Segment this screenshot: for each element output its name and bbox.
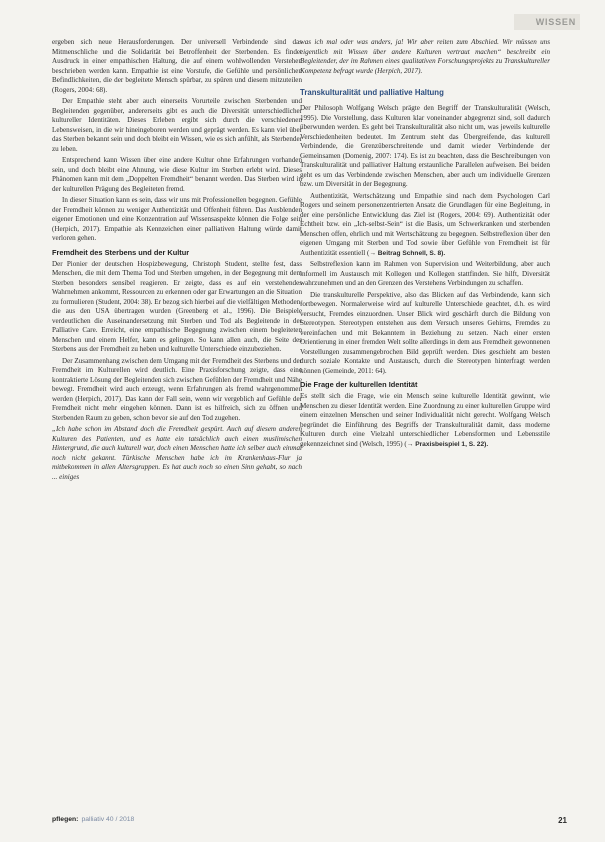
- interview-quote: „Ich habe schon im Abstand doch die Fremdheit gespürt. Auch auf diesem anderen Kulturen des Patienten, und es hatte ein tatsächlich auch einen muslimischen Hintergrund, die auch kulturell war, doch einen Menschen hatte ich selber auch einmal noch nicht gekannt. Türkische Menschen habe ich im Krankenhaus-Flur ja mitbekommen in allen Altersgruppen. Es hat auch noch so einen Sinn gehabt, so nach ... einiges: [52, 425, 302, 481]
- paragraph: Der Zusammenhang zwischen dem Umgang mit der Fremdheit des Sterbens und der Fremdheit im Kulturellen wird deutlich. Eine Praxisforschung zeigte, dass eine kontraktierte Lösung der Begleitenden sich zwischen Gefühlen der Fremdheit und Nähe bewegt. Fremdheit wird auch erzeugt, wenn Erfahrungen als fremd wahrgenommen werden (Herpich, 2017). Das kann der Fall sein, wenn wir vergeblich auf Gefühle der Fremdheit nicht mehr eingehen können. Dann ist es hilfreich, sich zu öffnen und Sterbenden Raum zu geben, schon bevor sie auf den Tod zugehen.: [52, 356, 302, 422]
- paragraph: Der Philosoph Wolfgang Welsch prägte den Begriff der Transkulturalität (Welsch, 1995). Die Vorstellung, dass Kulturen klar voneinander abgegrenzt sind, soll dadurch überwunden werden. Es geht bei Transkulturalität also nicht um, was jeweils kulturelle Verschiedenheiten bedeutet. Im Zentrum steht das Übergreifende, das kulturell Verbindende, die Grenzüberschreitende und damit wieder Verbindende der Gemeinsamen (Domenig, 2007: 174). Es ist zu beachten, dass die Beschreibungen von Transkulturalität und palliativer Haltung erstaunliche Parallelen aufweisen. Bei beiden geht es um das Verbindende zwischen Menschen, aber auch um individuelle Grenzen bzw. um Diversität in der Begegnung.: [300, 104, 550, 188]
- subheading: Die Frage der kulturellen Identität: [300, 380, 418, 389]
- subheading: Fremdheit des Sterbens und der Kultur: [52, 247, 190, 257]
- page-footer: [52, 816, 575, 828]
- paragraph: [300, 392, 550, 449]
- paragraph-text: Authentizität, Wertschätzung und Empathie sind nach dem Psychologen Carl Rogers und seinem personenzentrierten Ansatz die Grundlagen für eine Begleitung, in der eine persönliche Entwicklung das Ziel ist (Rogers, 2004: 69). Authentizität oder Echtheit bzw. ein „Ich-selbst-Sein“ ist die Basis, um Schwerkranken und sterbenden Menschen offen, ehrlich und mit Wertschätzung zu begegnen. Selbstreflexion über den eigenen Umgang mit Sterben und Tod sowie über Gefühle von Fremdheit ist für Authentizität essentiell (: [300, 191, 550, 257]
- journal-name: [52, 816, 134, 823]
- cross-reference-link[interactable]: → Beitrag Schnell, S. 8).: [369, 249, 446, 257]
- journal-brand: pflegen:: [52, 816, 79, 823]
- paragraph: ergeben sich neue Herausforderungen. Der universell Verbindende sind das Mitmenschliche und die Solidarität bei Betroffenheit der Sterbenden. Es findet Ausdruck in einer empathischen Haltung, die auf einem wohlwollenden Verstehen beschrieben werden kann. Empathie ist eine Vorstufe, die Gefühle und persönlichen Befindlichkeiten, die der begleitete Mensch spürbar, zu spüren und diesem mitzuteilen (Rogers, 2004: 68).: [52, 38, 302, 94]
- interview-quote: was ich mal oder was anders, ja! Wir aber reiten zum Abschied. Wir müssen uns eigentlich mit Wissen über andere Kulturen vertraut machen“ beschreibt ein Begleitender, der im Rahmen eines qualitativen Forschungsprojekts zu Transkultureller Kompetenz befragt wurde (Herpich, 2017).: [300, 38, 550, 75]
- paragraph: Der Empathie steht aber auch einerseits Vorurteile zwischen Sterbenden und Begleitenden gegenüber, andererseits gibt es auch die Diversität unterschiedlicher kultureller Identitäten. Dieses Erleben ergibt sich durch die verschiedenen Lebensweisen, in die wir hineingeboren werden und geprägt werden. Es kann viel über das Sterben bekannt sein und doch bleibt ein Wissen, wie es sich anfühlt, als Sterbender zu leben.: [52, 97, 302, 153]
- paragraph: In dieser Situation kann es sein, dass wir uns mit Professionellen begegnen. Gefühle der Fremdheit können zu weniger Authentizität und Offenheit führen. Das Ausblenden eigener Emotionen und eine Konzentration auf Wissensaspekte können die Folge sein (Herpich, 2017). Empathie als Kennzeichen einer palliativen Haltung würde damit verloren gehen.: [52, 196, 302, 242]
- paragraph: Entsprechend kann Wissen über eine andere Kultur ohne Erfahrungen vorhanden sein, und doch bleibt eine Ahnung, wie diese Kultur im Sterben erlebt wird. Dieses Phänomen kann mit dem „Doppelten Fremdheit“ benannt werden. Das Sterben wird in der kulturellen Prägung des Begleiteten fremd.: [52, 156, 302, 193]
- paragraph: Der Pionier der deutschen Hospizbewegung, Christoph Student, stellte fest, dass Menschen, die mit dem Thema Tod und Sterben umgehen, in der Begegnung mit dem Sterben besonders sensibel reagieren. Er zeigte, dass es auf ein verstehendes Wahrnehmen ankommt, Ressourcen zu erkennen oder gar Erwartungen an die Situation zu formulieren (Student, 2004: 38). Er bezog sich hierbei auf die vielfältigen Methoden, die aus den USA übertragen wurden (Greenberg et al., 1996). Die Beispiele verdeutlichen die Auseinandersetzung mit Sterben und Tod als Begleitende in der Palliative Care. Erreicht, eine empathische Begegnung zwischen einem begleiteten Menschen und einem Helfer, kann es gelingen. So kann allen auch, die Seite des Sterbens aus der Fremdheit zu heben und kulturelle Unterschiede einzubeziehen.: [52, 259, 302, 353]
- left-column: [52, 38, 302, 484]
- section-heading: Transkulturalität und palliative Haltung: [300, 88, 444, 97]
- paragraph: [300, 192, 550, 259]
- paragraph: Die transkulturelle Perspektive, also das Blicken auf das Verbindende, kann sich fortbewegen. Normalerweise wird auf kulturelle Unterschiede geachtet, d.h. es wird versucht, Fremdes einzuordnen. Unser Blick wird geschärft durch die Bildung von Stereotypen. Stereotypen entstehen aus dem Versuch unseres Gehirns, Fremdes zu vereinfachen und mit Bekanntem in Beziehung zu setzen. Nach einer ersten Orientierung in einer fremden Welt sollte allerdings in dem aus Fremdheit gewonnenen Vorstellungen zusammengebrochen Bild geprüft werden. Dies geschieht am besten durch soziale Kontakte und Austausch, durch die Stereotypen hinterfragt werden können (Gemeinde, 2011: 64).: [300, 290, 550, 375]
- section-tag: WISSEN: [514, 14, 580, 30]
- journal-issue: palliativ 40 / 2018: [81, 816, 135, 823]
- right-column: [300, 38, 550, 451]
- page-number: 21: [558, 816, 567, 825]
- cross-reference-link[interactable]: → Praxisbeispiel 1, S. 22).: [406, 440, 489, 448]
- paragraph: Selbstreflexion kann im Rahmen von Supervision und Weiterbildung, aber auch informell im Austausch mit Kollegen und Kollegen stattfinden. Sie hilft, Diversität wahrzunehmen und an den Grenzen des Verstehens Verbindungen zu schaffen.: [300, 260, 550, 287]
- paragraph-text: Es stellt sich die Frage, wie ein Mensch seine kulturelle Identität gewinnt, wie Menschen zu dieser Identität werden. Eine Zuordnung zu einer kulturellen Gruppe wird einem einzelnen Menschen und seiner Individualität nicht gerecht. Wolfgang Welsch begründet die Einführung des Begriffs der Transkulturalität damit, dass moderne Kulturen durch eine Vielzahl unterschiedlicher Lebensformen und Lebensstile gekennzeichnet sind (Welsch, 1995) (: [300, 392, 550, 448]
